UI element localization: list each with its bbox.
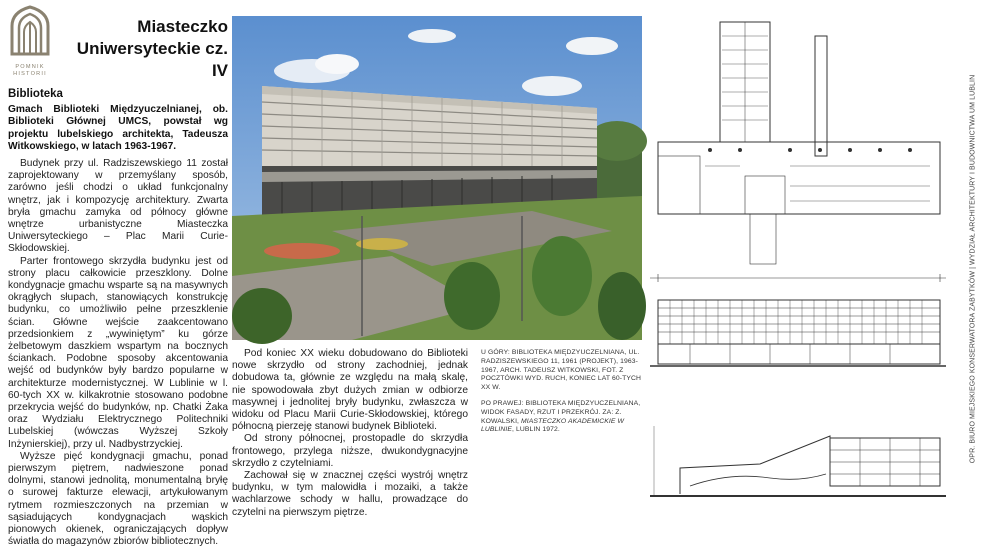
floor-plan-drawing bbox=[650, 22, 946, 282]
caption-right bbox=[481, 400, 641, 435]
caption-right-suffix: , LUBLIN 1972. bbox=[512, 426, 560, 434]
photo-captions bbox=[481, 349, 641, 442]
page-title-line1: Miasteczko bbox=[137, 17, 228, 36]
column2-paragraph-2: Od strony północnej, prostopadle do skrzydła frontowego, przylega niższe, dwukondygnacyjne skrzydło z czytelniami. bbox=[232, 433, 468, 469]
architectural-drawings bbox=[650, 16, 950, 522]
text-column-2 bbox=[232, 348, 468, 519]
column1-paragraph-1: Budynek przy ul. Radziszewskiego 11 został zaprojektowany w przemyślany sposób, zarówno jeśli chodzi o układ funkcjonalny wnętrz, jak i kompozycję architektury. Zwarta bryła gmachu zamyka od północy główne wnętrze urbanistyczne Miasteczka Uniwersyteckiego – Plac Marii Curie-Skłodowskiej. bbox=[8, 158, 228, 255]
caption-right-prefix: PO PRAWEJ: BIBLIOTEKA MIĘDZYUCZELNIANA, WIDOK FASADY, RZUT I PRZEKRÓJ. ZA: Z. KOWALSKI, bbox=[481, 399, 641, 425]
logo-text-line1: POMNIK bbox=[15, 64, 45, 70]
column2-paragraph-1: Pod koniec XX wieku dobudowano do Biblioteki nowe skrzydło od strony zachodniej, jednak dobudowa ta, głównie ze względu na małą skalę, nie spowodowała zbyt dużych zmian w odbiorze masywnej i jednolitej bryły budynku, zwłaszcza w widoku od Placu Marii Curie-Skłodowskiej, którego północną pierzeję stanowi budynek Biblioteki. bbox=[232, 348, 468, 433]
text-column-1 bbox=[8, 158, 228, 549]
lead-paragraph: Gmach Biblioteki Międzyuczelnianej, ob. Biblioteki Głównej UMCS, powstał wg projektu lubelskiego architekta, Tadeusza Witkowskiego, w latach 1963-1967. bbox=[8, 104, 228, 153]
column2-paragraph-3: Zachował się w znacznej części wystrój wnętrz budynku, w tym malowidła i mozaiki, a także wachlarzowe schody w hallu, prowadzące do czytelni na pierwszym piętrze. bbox=[232, 470, 468, 518]
column1-paragraph-2: Parter frontowego skrzydła budynku jest od strony placu całkowicie przeszklony. Dolne kondygnacje gmachu wsparte są na masywnych okrągłych słupach, stanowiących konstrukcję budynku, co umożliwiło pełne przeszklenie ścian. Główne wejście zaakcentowano przedsionkiem z „wywiniętym” ku górze żelbetowym daszkiem wspartym na bocznych ściankach. Podobne sposoby akcentowania wejść od budynków były bardzo popularne w architekturze modernistycznej. W Lublinie w l. 60-tych XX w. kilkakrotnie stosowano podobne przekrycia wejść do budynków, np. Chatki Żaka oraz Wydziału Elektrycznego Politechniki Lubelskiej (wówczas Wyższej Szkoły Inżynierskiej), przy ul. Nadbystrzyckiej. bbox=[8, 255, 228, 450]
page-title-line2: Uniwersyteckie cz. IV bbox=[76, 39, 228, 80]
library-photo bbox=[232, 16, 642, 340]
column1-paragraph-3: Wyższe pięć kondygnacji gmachu, ponad pierwszym piętrem, nadwieszone ponad dolnymi, stanowi jednolitą, monumentalną bryłę o surowej fakturze elewacji, artykułowanym rytmem rozmieszczonych na przemian w sąsiadujących kondygnacjach wąskich pionowych okienek, ograniczających dopływ światła do magazynów zbiorów bibliotecznych. bbox=[8, 450, 228, 548]
section-heading: Biblioteka bbox=[8, 88, 63, 100]
cross-section-drawing bbox=[650, 426, 946, 496]
page-title bbox=[60, 16, 228, 82]
credit-text: OPR. BIURO MIEJSKIEGO KONSERWATORA ZABYTKÓW | WYDZIAŁ ARCHITEKTURY I BUDOWNICTWA UM LUBLIN bbox=[969, 74, 977, 463]
caption-top: U GÓRY: BIBLIOTEKA MIĘDZYUCZELNIANA, UL. RADZISZEWSKIEGO 11, 1961 (PROJEKT), 1963-1967, ARCH. TADEUSZ WITKOWSKI, FOT. Z POCZTÓWKI WYD. RUCH, KONIEC LAT 60-TYCH XX W. bbox=[481, 349, 641, 392]
caption-right-book-title: MIASTECZKO AKADEMICKIE W LUBLINIE bbox=[481, 417, 625, 434]
facade-elevation-drawing bbox=[650, 300, 946, 366]
gothic-arch-logo-icon bbox=[10, 6, 50, 56]
credit-line bbox=[962, 16, 984, 521]
pomnik-historii-logo bbox=[8, 6, 52, 78]
logo-text-line2: HISTORII bbox=[13, 71, 47, 77]
